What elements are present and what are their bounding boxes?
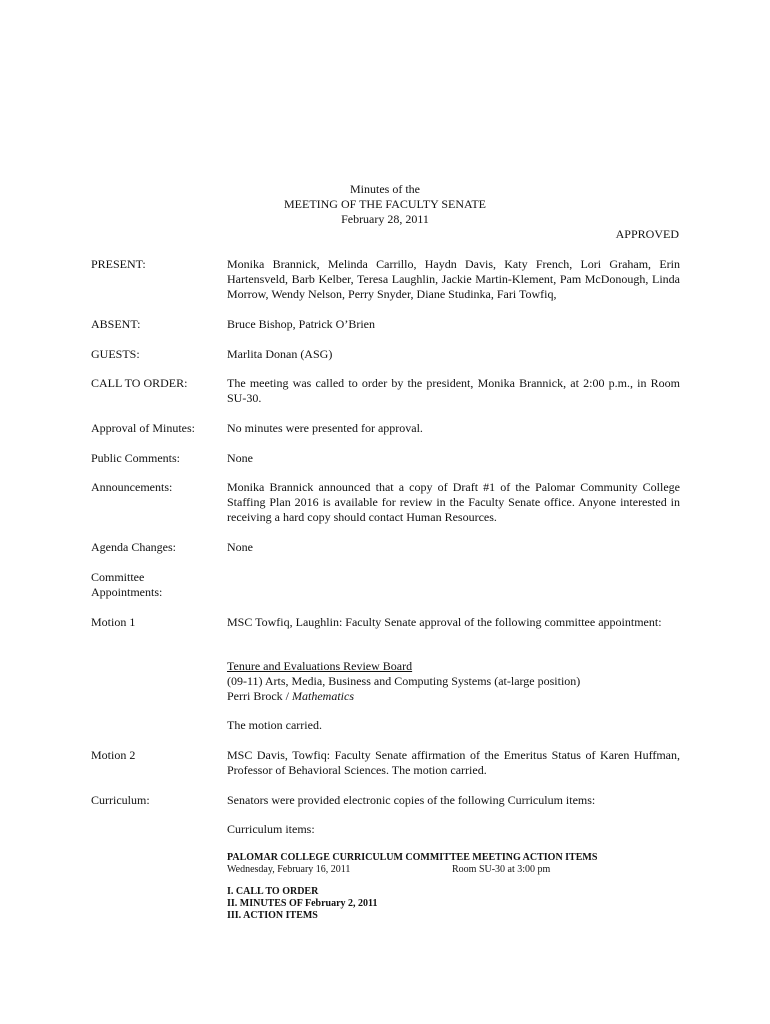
curriculum-items-label: Curriculum items: [227, 822, 315, 836]
board-position: (09-11) Arts, Media, Business and Computing Systems (at-large position) [227, 674, 581, 688]
call-to-order-text: The meeting was called to order by the president, Monika Brannick, at 2:00 p.m., in Room SU-30. [227, 376, 680, 405]
announcements-text: Monika Brannick announced that a copy of Draft #1 of the Palomar Community College Staffing Plan 2016 is available for review in the Faculty Senate office. Anyone interested in receiving a hard copy should contact Human Resources. [227, 480, 680, 524]
action-item-2: II. MINUTES OF February 2, 2011 [227, 898, 378, 909]
motion-2-label: Motion 2 [91, 748, 136, 762]
absent-text: Bruce Bishop, Patrick O’Brien [227, 317, 375, 331]
guests-text: Marlita Donan (ASG) [227, 347, 333, 361]
present-text: Monika Brannick, Melinda Carrillo, Haydn Davis, Katy French, Lori Graham, Erin Hartensveld, Barb Kelber, Teresa Laughlin, Jackie Martin-Klement, Pam McDonough, Linda Morrow, Wendy Nelson, Perry Snyder, Diane Studinka, Fari Towfiq, [227, 257, 680, 301]
appointee-name: Perri Brock / [227, 689, 292, 703]
meeting-room: Room SU-30 at 3:00 pm [452, 864, 551, 875]
approved-status: APPROVED [615, 227, 679, 241]
action-item-1: I. CALL TO ORDER [227, 886, 319, 897]
action-item-3: III. ACTION ITEMS [227, 910, 318, 921]
appointee-department: Mathematics [292, 689, 354, 703]
curriculum-text: Senators were provided electronic copies of the following Curriculum items: [227, 793, 596, 807]
curriculum-committee-title: PALOMAR COLLEGE CURRICULUM COMMITTEE MEETING ACTION ITEMS [227, 852, 598, 863]
call-to-order-label: CALL TO ORDER: [91, 376, 188, 390]
guests-label: GUESTS: [91, 347, 140, 361]
public-comments-label: Public Comments: [91, 451, 181, 465]
meeting-date: Wednesday, February 16, 2011 [227, 864, 351, 875]
motion-1-text: MSC Towfiq, Laughlin: Faculty Senate approval of the following committee appointment: [227, 615, 662, 629]
header-line-3: February 28, 2011 [341, 212, 429, 226]
committee-label-line-1: Committee [91, 570, 145, 584]
header-line-1: Minutes of the [350, 182, 420, 196]
committee-label-line-2: Appointments: [91, 585, 163, 599]
motion-1-result: The motion carried. [227, 718, 322, 732]
public-comments-text: None [227, 451, 253, 465]
appointee [227, 689, 680, 704]
motion-2-text: MSC Davis, Towfiq: Faculty Senate affirmation of the Emeritus Status of Karen Huffman, Professor of Behavioral Sciences. The motion carried. [227, 748, 680, 777]
action-items [227, 886, 680, 922]
board-name: Tenure and Evaluations Review Board [227, 659, 413, 673]
agenda-changes-text: None [227, 540, 253, 554]
agenda-changes-label: Agenda Changes: [91, 540, 176, 554]
motion-1-label: Motion 1 [91, 615, 136, 629]
present-label: PRESENT: [91, 257, 146, 271]
absent-label: ABSENT: [91, 317, 141, 331]
document-header [0, 182, 770, 227]
approval-text: No minutes were presented for approval. [227, 421, 423, 435]
header-line-2: MEETING OF THE FACULTY SENATE [283, 197, 486, 211]
committee-appointments-label [91, 570, 221, 600]
motion-1-appointment [227, 659, 680, 704]
announcements-label: Announcements: [91, 480, 173, 494]
approval-label: Approval of Minutes: [91, 421, 195, 435]
curriculum-label: Curriculum: [91, 793, 150, 807]
